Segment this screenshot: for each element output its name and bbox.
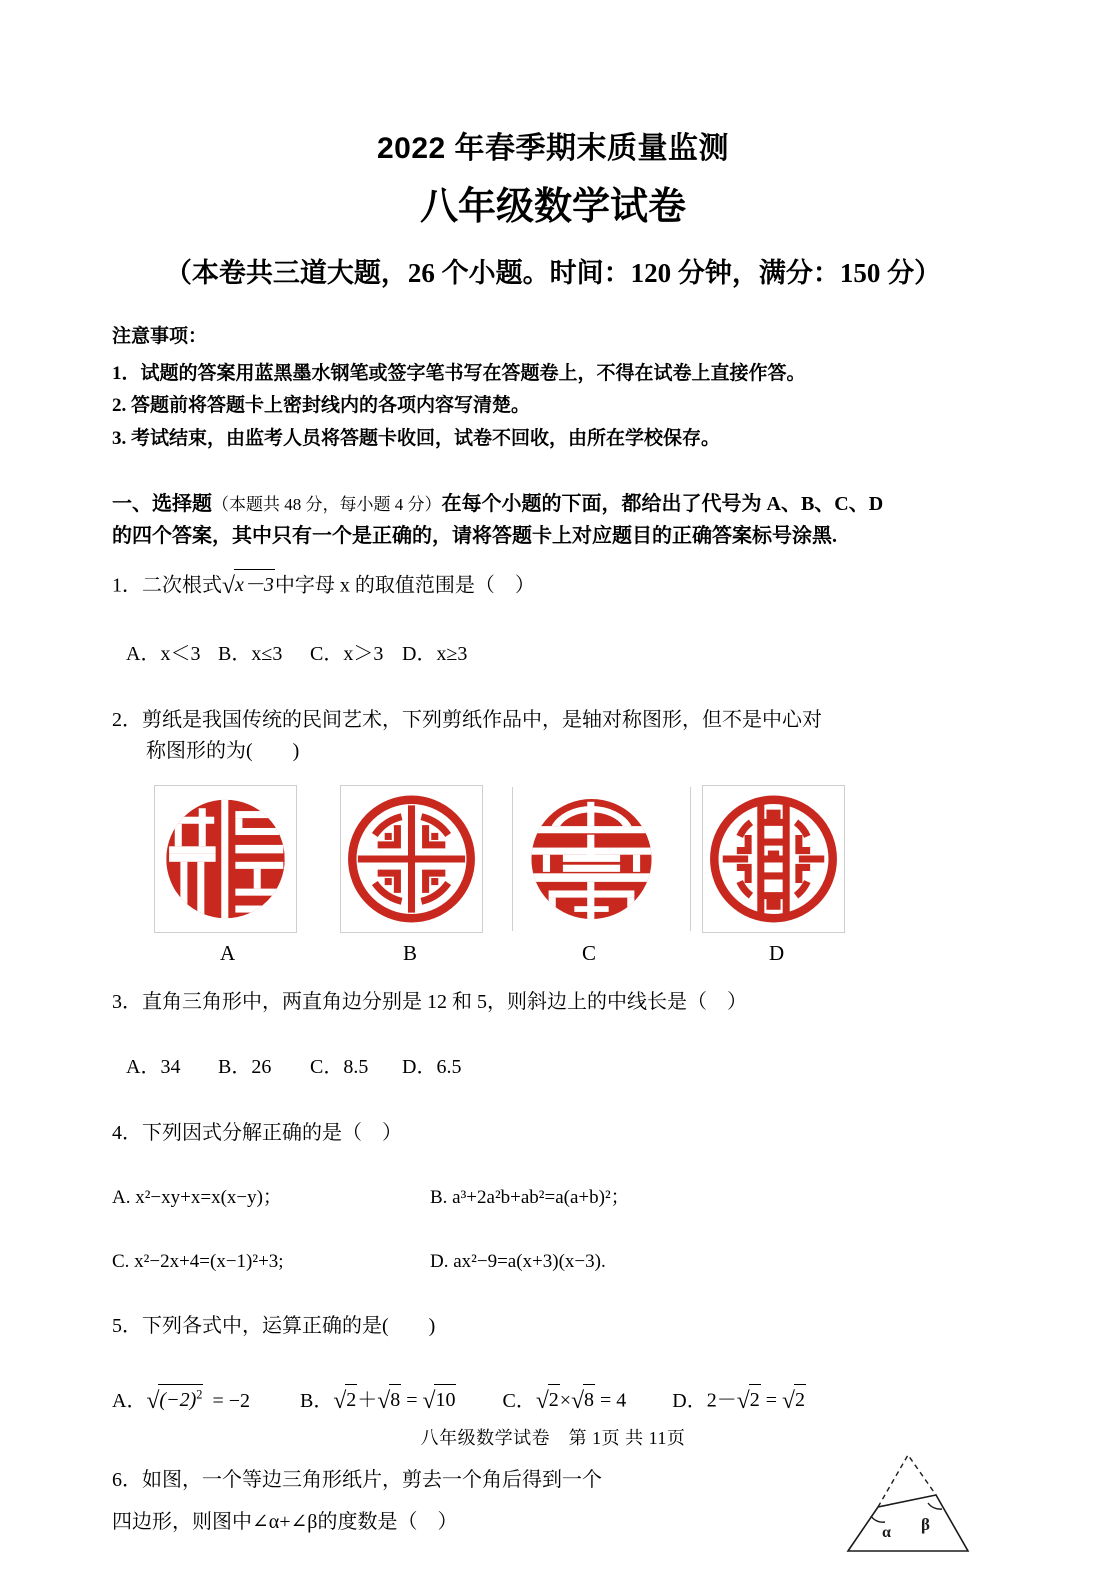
page-title-meta: （本卷共三道大题，26 个小题。时间：120 分钟，满分：150 分） <box>164 257 942 288</box>
section-choice-header <box>112 456 994 553</box>
papercut-lu-icon <box>341 786 482 932</box>
section-score-note: （本题共 48 分，每小题 4 分） <box>212 494 442 514</box>
section-name: 选择题 <box>152 492 212 515</box>
question-2-image-labels <box>112 937 994 971</box>
notice-item-3: 3. 考试结束，由监考人员将答题卡收回，试卷不回收，由所在学校保存。 <box>112 428 721 450</box>
option-3-a[interactable]: A．34 <box>126 1056 181 1079</box>
image-label-a: A <box>220 941 236 966</box>
question-2-text-1: 剪纸是我国传统的民间艺术，下列剪纸作品中，是轴对称图形，但不是中心对 <box>142 709 822 732</box>
option-4-b[interactable]: B. a³+2a²b+ab²=a(a+b)²； <box>430 1187 630 1209</box>
radical-sign-icon: √ <box>535 1388 549 1415</box>
notice-item-1: 1．试题的答案用蓝黑墨水钢笔或签字笔书写在答题卷上，不得在试卷上直接作答。 <box>112 362 806 384</box>
question-2 <box>112 689 994 971</box>
option-5-c-expr: √2×√8 = 4 <box>536 1384 626 1419</box>
section-number: 一、 <box>112 492 152 515</box>
option-5-a[interactable] <box>112 1386 250 1415</box>
radical-x-minus-3 <box>222 568 275 605</box>
question-3-number: 3． <box>112 991 142 1014</box>
question-1-stem <box>112 552 994 605</box>
angle-beta-label: β <box>921 1515 930 1535</box>
question-6-text <box>112 1457 752 1541</box>
page-footer: 八年级数学试卷 第 1页 共 11页 <box>420 1428 686 1448</box>
question-6-number: 6． <box>112 1469 142 1492</box>
option-4-c[interactable]: C. x²−2x+4=(x−1)²+3; <box>112 1250 284 1272</box>
question-2-stem-line1 <box>112 689 994 736</box>
image-label-d: D <box>769 941 785 966</box>
question-1-options <box>112 625 994 669</box>
radical-sign-icon: √ <box>736 1388 750 1415</box>
question-4 <box>112 1102 994 1276</box>
image-label-b: B <box>403 941 418 966</box>
notice-item-2: 2. 答题前将答题卡上密封线内的各项内容写清楚。 <box>112 395 531 417</box>
question-5-number: 5． <box>112 1315 142 1338</box>
page-title-main: 2022 年春季期末质量监测 <box>376 132 730 165</box>
option-1-d[interactable]: D．x≥3 <box>402 643 468 666</box>
radical-sign-icon: √ <box>146 1388 160 1415</box>
papercut-shou-icon <box>520 785 663 933</box>
papercut-fu-icon <box>155 786 296 932</box>
question-4-number: 4． <box>112 1122 142 1145</box>
option-5-d-expr: 2－√2 = √2 <box>707 1384 806 1419</box>
question-4-stem <box>112 1102 994 1149</box>
question-2-image-row <box>112 785 994 937</box>
option-1-a[interactable]: A．x＜3 <box>126 643 201 666</box>
papercut-xi-icon <box>703 786 844 932</box>
option-3-b[interactable]: B．26 <box>218 1056 272 1079</box>
papercut-option-a[interactable] <box>154 785 297 933</box>
radical-sign-icon: √ <box>222 573 235 600</box>
radical-sign-icon: √ <box>333 1388 347 1415</box>
option-5-b-label: B． <box>300 1389 334 1412</box>
radicand-a: $(-2)^2$ <box>158 1384 203 1415</box>
papercut-option-b[interactable] <box>340 785 483 933</box>
question-5 <box>112 1295 994 1419</box>
question-6 <box>112 1439 994 1577</box>
notice-heading: 注意事项： <box>112 326 208 348</box>
papercut-option-d[interactable] <box>702 785 845 933</box>
option-1-b[interactable]: B．x≤3 <box>218 643 283 666</box>
question-5-text: 下列各式中，运算正确的是( ) <box>142 1315 436 1338</box>
option-4-a[interactable]: A. x²−xy+x=x(x−y)； <box>112 1187 282 1209</box>
question-6-text-1: 如图，一个等边三角形纸片，剪去一个角后得到一个 <box>142 1469 602 1492</box>
question-1-number: 1． <box>112 575 142 598</box>
question-4-options-row2 <box>112 1232 994 1277</box>
option-5-d-label: D． <box>672 1389 707 1412</box>
papercut-option-c[interactable] <box>520 785 663 933</box>
question-3-stem <box>112 971 994 1018</box>
notice-block <box>112 289 994 456</box>
question-3 <box>112 971 994 1082</box>
page-title-sub: 八年级数学试卷 <box>419 186 686 228</box>
question-5-stem <box>112 1295 994 1342</box>
option-3-d[interactable]: D．6.5 <box>402 1056 462 1079</box>
question-4-text: 下列因式分解正确的是（ ） <box>142 1122 402 1145</box>
question-1-stem-post: 中字母 x 的取值范围是（ ） <box>274 575 535 598</box>
option-5-d[interactable] <box>672 1388 806 1415</box>
section-instruction-1: 在每个小题的下面，都给出了代号为 A、B、C、D <box>441 492 884 515</box>
image-divider-left <box>512 787 513 931</box>
question-3-text: 直角三角形中，两直角边分别是 12 和 5，则斜边上的中线长是（ ） <box>142 991 747 1014</box>
option-5-a-label: A． <box>112 1389 147 1412</box>
question-3-options <box>112 1038 994 1082</box>
question-6-figure <box>838 1445 978 1563</box>
question-5-options <box>112 1362 994 1419</box>
option-1-c[interactable]: C．x＞3 <box>310 643 384 666</box>
question-1-stem-pre: 二次根式 <box>142 575 222 598</box>
question-1 <box>112 552 994 669</box>
equilateral-triangle-cut-corner-icon <box>838 1445 978 1563</box>
question-6-stem-line2: 四边形，则图中∠α+∠β的度数是（ ） <box>112 1511 458 1534</box>
angle-alpha-label: α <box>882 1524 891 1542</box>
option-5-b[interactable] <box>300 1388 456 1415</box>
option-5-c-label: C． <box>502 1389 536 1412</box>
image-divider-right <box>690 787 691 931</box>
option-5-c[interactable] <box>502 1388 627 1415</box>
option-5-b-expr: √2＋√8 = √10 <box>333 1384 456 1419</box>
option-4-d[interactable]: D. ax²−9=a(x+3)(x−3). <box>430 1250 606 1272</box>
question-2-stem-line2: 称图形的为( ) <box>146 740 300 763</box>
page-content <box>112 0 994 1542</box>
image-label-c: C <box>582 941 597 966</box>
radicand: x－3 <box>234 569 275 601</box>
option-5-a-expr: $√(-2)^2 = -2$ <box>146 1384 250 1419</box>
section-instruction-2: 的四个答案，其中只有一个是正确的，请将答题卡上对应题目的正确答案标号涂黑. <box>112 525 837 548</box>
question-2-number: 2． <box>112 709 142 732</box>
option-3-c[interactable]: C．8.5 <box>310 1056 369 1079</box>
question-6-stem-line1 <box>112 1457 752 1499</box>
section-header-text <box>112 488 994 553</box>
question-4-options-row1 <box>112 1168 994 1213</box>
